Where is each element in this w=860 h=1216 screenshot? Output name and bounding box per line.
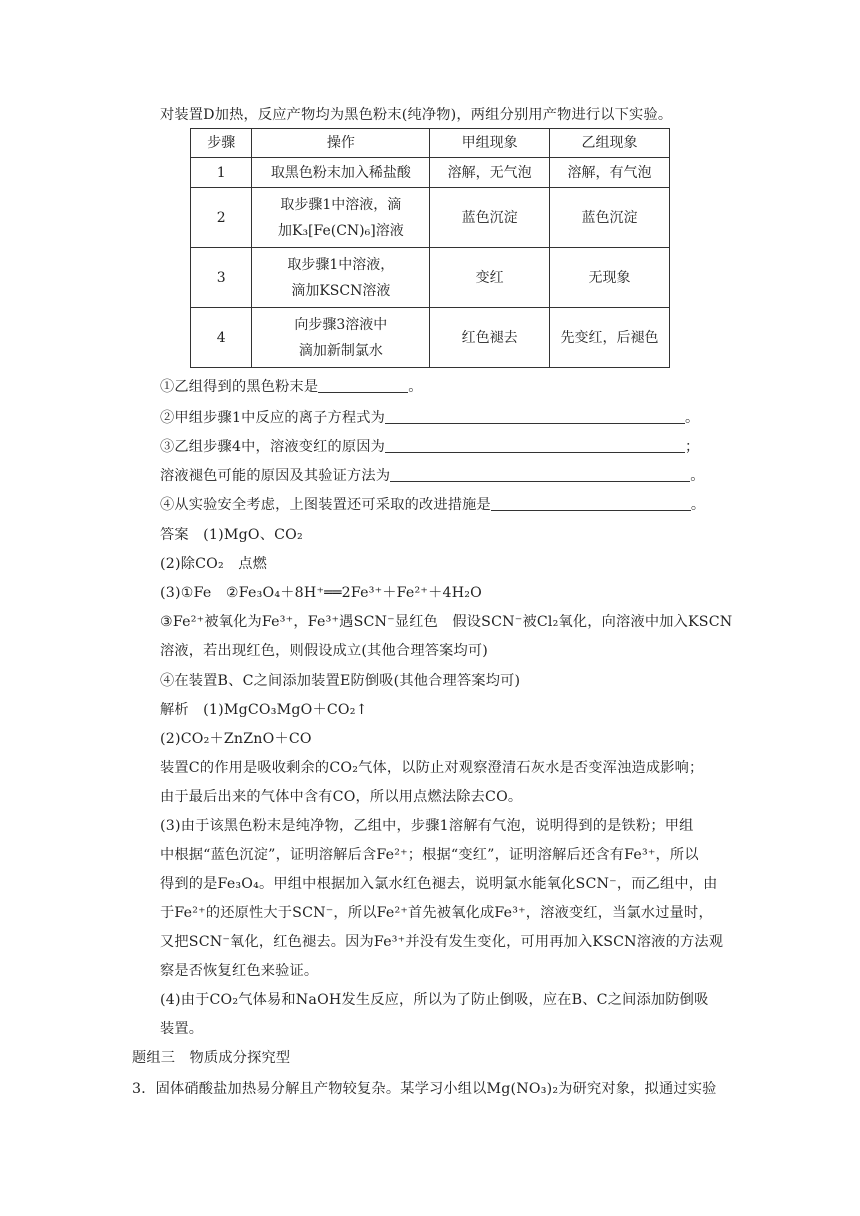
question-2 <box>160 407 699 427</box>
analysis-line: (2)CO₂＋ZnZnO＋CO <box>160 731 312 747</box>
answer-blank[interactable] <box>318 378 408 393</box>
cell-step: 2 <box>191 188 252 248</box>
analysis-line: (4)由于CO₂气体易和NaOH发生反应，所以为了防止倒吸，应在B、C之间添加防倒吸 <box>160 992 709 1008</box>
analysis-label <box>160 699 368 719</box>
answer-blank[interactable] <box>390 467 690 482</box>
question-3b-text: 溶液褪色可能的原因及其验证方法为 <box>160 468 391 484</box>
operation-line: 取步骤1中溶液， <box>287 256 395 273</box>
cell-jia: 蓝色沉淀 <box>430 188 550 248</box>
analysis-line: (3)由于该黑色粉末是纯净物，乙组中，步骤1溶解有气泡，说明得到的是铁粉；甲组 <box>160 818 694 834</box>
question-3a-text: ③乙组步骤4中，溶液变红的原因为 <box>160 439 386 455</box>
header-group-yi: 乙组现象 <box>550 129 670 158</box>
cell-jia: 变红 <box>430 248 550 308</box>
cell-jia: 红色褪去 <box>430 308 550 368</box>
cell-yi: 蓝色沉淀 <box>550 188 670 248</box>
answer-line: ③Fe²⁺被氧化为Fe³⁺，Fe³⁺遇SCN⁻显红色 假设SCN⁻被Cl₂氧化，向溶液中加入KSCN <box>160 614 733 630</box>
table-row <box>191 158 670 188</box>
cell-step: 4 <box>191 308 252 368</box>
period: 。 <box>408 379 423 395</box>
section-heading: 题组三 物质成分探究型 <box>132 1050 291 1066</box>
analysis-line: 由于最后出来的气体中含有CO，所以用点燃法除去CO。 <box>160 789 523 805</box>
table-row <box>191 248 670 308</box>
analysis-line: 中根据“蓝色沉淀”，证明溶解后含Fe²⁺；根据“变红”，证明溶解后还含有Fe³⁺，所以 <box>160 847 699 863</box>
analysis-line: 于Fe²⁺的还原性大于SCN⁻，所以Fe²⁺首先被氧化成Fe³⁺，溶液变红，当氯水过量时， <box>160 905 713 921</box>
question-3a <box>160 436 699 456</box>
cell-operation <box>252 158 430 188</box>
answer-blank[interactable] <box>491 496 691 511</box>
analysis-line: (1)MgCO₃MgO＋CO₂↑ <box>203 702 368 718</box>
operation-line: 滴加KSCN溶液 <box>291 282 391 299</box>
period: 。 <box>690 497 706 513</box>
cell-operation <box>252 188 430 248</box>
question-3b <box>160 465 705 485</box>
table-row <box>191 308 670 368</box>
cell-yi: 溶解，有气泡 <box>550 158 670 188</box>
operation-line: 加K₃[Fe(CN)₆]溶液 <box>277 222 404 239</box>
answer-line: (3)①Fe ②Fe₃O₄＋8H⁺══2Fe³⁺＋Fe²⁺＋4H₂O <box>160 585 483 601</box>
cell-jia: 溶解，无气泡 <box>430 158 550 188</box>
question-2-text: ②甲组步骤1中反应的离子方程式为 <box>160 410 386 426</box>
analysis-line: 装置。 <box>160 1021 204 1037</box>
answer-line: ④在装置B、C之间添加装置E防倒吸(其他合理答案均可) <box>160 673 521 689</box>
cell-step: 3 <box>191 248 252 308</box>
table-header-row <box>191 129 670 158</box>
period: 。 <box>690 468 705 484</box>
cell-step: 1 <box>191 158 252 188</box>
analysis-line: 又把SCN⁻氧化，红色褪去。因为Fe³⁺并没有发生变化，可用再加入KSCN溶液的方法观 <box>160 934 724 950</box>
experiment-table <box>190 128 670 368</box>
question-1-text: ①乙组得到的黑色粉末是 <box>160 379 319 395</box>
answer-blank[interactable] <box>385 409 685 424</box>
operation-line: 取黑色粉末加入稀盐酸 <box>270 164 411 181</box>
period: 。 <box>685 410 700 426</box>
answer-label <box>160 524 303 544</box>
header-group-jia: 甲组现象 <box>430 129 550 158</box>
operation-line: 滴加新制氯水 <box>298 342 383 359</box>
answer-label-text: 答案 <box>160 527 189 543</box>
answer-line: 溶液，若出现红色，则假设成立(其他合理答案均可) <box>160 643 488 659</box>
answer-line: (2)除CO₂ 点燃 <box>160 556 268 572</box>
operation-line: 向步骤3溶液中 <box>294 316 388 333</box>
cell-operation <box>252 308 430 368</box>
question-1 <box>160 376 423 396</box>
question-3-text: 3．固体硝酸盐加热易分解且产物较复杂。某学习小组以Mg(NO₃)₂为研究对象，拟通过实验 <box>132 1081 717 1097</box>
answer-blank[interactable] <box>385 438 685 453</box>
analysis-label-text: 解析 <box>160 702 189 718</box>
semicolon: ； <box>685 439 700 455</box>
analysis-line: 得到的是Fe₃O₄。甲组中根据加入氯水红色褪去，说明氯水能氧化SCN⁻，而乙组中，由 <box>160 876 718 892</box>
analysis-line: 察是否恢复红色来验证。 <box>160 963 319 979</box>
cell-operation <box>252 248 430 308</box>
cell-yi: 无现象 <box>550 248 670 308</box>
analysis-line: 装置C的作用是吸收剩余的CO₂气体，以防止对观察澄清石灰水是否变浑浊造成影响； <box>160 760 704 776</box>
intro-text: 对装置D加热，反应产物均为黑色粉末(纯净物)，两组分别用产物进行以下实验。 <box>160 107 673 123</box>
question-4 <box>160 494 705 514</box>
header-operation: 操作 <box>252 129 430 158</box>
operation-line: 取步骤1中溶液，滴 <box>280 196 402 213</box>
header-step: 步骤 <box>191 129 252 158</box>
table-row <box>191 188 670 248</box>
question-4-text: ④从实验安全考虑，上图装置还可采取的改进措施是 <box>160 497 491 513</box>
answer-line: (1)MgO、CO₂ <box>203 527 303 543</box>
cell-yi: 先变红，后褪色 <box>550 308 670 368</box>
